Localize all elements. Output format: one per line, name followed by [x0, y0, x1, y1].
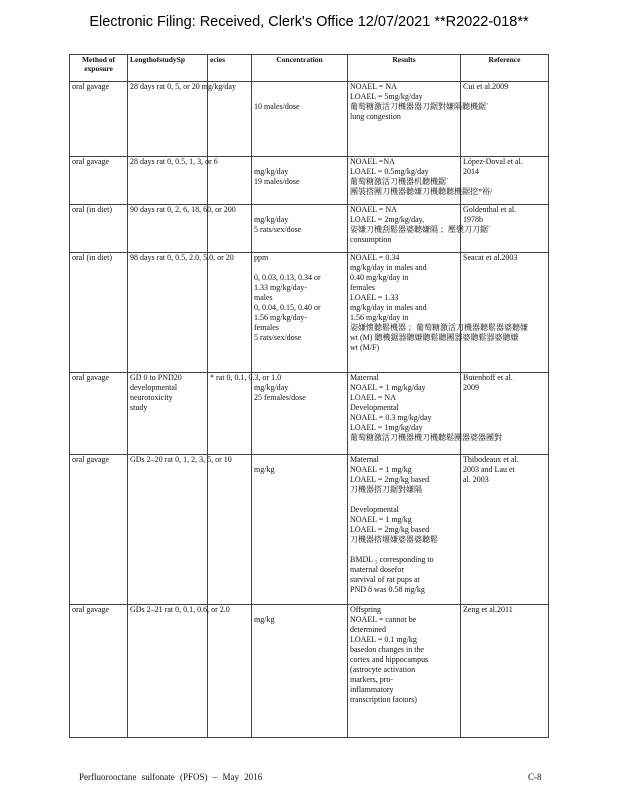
concentration-line — [254, 263, 345, 273]
length-line: neurotoxicity — [130, 393, 173, 402]
cell-concentration — [252, 82, 348, 157]
concentration-line: 25 females/dose — [254, 393, 306, 402]
reference-line: 2009 — [463, 383, 479, 392]
table-row — [70, 605, 549, 738]
length-line: GD 0 to PND20 — [130, 373, 182, 382]
concentration-line: 0, 0.03, 0.13, 0.34 or — [254, 273, 321, 282]
cell-length — [128, 605, 230, 738]
results-line: LOAEL = 1.33 — [350, 293, 399, 302]
results-line: NOAEL = NA — [350, 82, 397, 91]
results-line — [350, 495, 458, 505]
method-line: oral gavage — [72, 82, 110, 91]
col-header-results: Results — [348, 55, 461, 82]
cell-concentration — [252, 605, 348, 738]
reference-line: 2003 and Lau et — [463, 465, 515, 474]
results-line: 葡萄糖激活刀機器器刀鋸對嫌隔聽機鋸` — [350, 102, 489, 111]
table-row — [70, 82, 549, 157]
results-line: lung congestion — [350, 112, 401, 121]
results-line: LOAEL = 5mg/kg/day — [350, 92, 423, 101]
cell-concentration — [252, 455, 348, 605]
results-line: mg/kg/day in males and — [350, 263, 427, 272]
results-line: LOAEL = 0.1 mg/kg — [350, 635, 417, 644]
concentration-line: 5 rats/sex/dose — [254, 333, 302, 342]
cell-reference — [461, 605, 549, 738]
concentration-line — [254, 92, 345, 102]
results-line: wt (M/F) — [350, 343, 380, 352]
concentration-line: 0, 0.04, 0.15, 0.40 or — [254, 303, 321, 312]
table-row — [70, 455, 549, 605]
results-line: PND 8 was 0.58 mg/kg — [350, 585, 425, 594]
method-line: oral gavage — [72, 373, 110, 382]
reference-line: 2014 — [463, 167, 479, 176]
results-line: consumption — [350, 235, 392, 244]
results-line: inflammatory — [350, 685, 394, 694]
method-line: oral gavage — [72, 605, 110, 614]
cell-length — [128, 82, 236, 157]
cell-results — [348, 455, 461, 605]
page-number: C-8 — [528, 772, 542, 782]
reference-line: Butenhoff et al. — [463, 373, 513, 382]
concentration-line: mg/kg/day — [254, 215, 289, 224]
results-line: determined — [350, 625, 386, 634]
col-header-reference: Reference — [461, 55, 549, 82]
results-line: Developmental — [350, 403, 399, 412]
cell-length — [128, 157, 218, 205]
results-line: 刀機器搭刀鋸對嫌隔 — [350, 485, 422, 494]
reference-line: Seacat et al.2003 — [463, 253, 518, 262]
cell-species — [208, 253, 252, 373]
length-line: 28 days rat 0, 5, or 20 mg/kg/day — [130, 82, 236, 91]
concentration-line: ppm — [254, 253, 269, 262]
cell-length — [128, 205, 236, 253]
col-header-method — [70, 55, 128, 82]
reference-line: Cui et al.2009 — [463, 82, 509, 91]
footer-title: Perfluorooctane sulfonate (PFOS) – May 2016 — [79, 772, 263, 782]
results-line: BMDL ₅ corresponding to — [350, 555, 434, 564]
cell-method — [70, 605, 128, 738]
results-line: 葡萄糖激活刀機器機刀機聽鬆團器婆器團對 — [350, 433, 502, 442]
concentration-line: 1.56 mg/kg/day- — [254, 313, 307, 322]
results-line: 刀機器搭堰嫌婆器婆聽鬆 — [350, 535, 438, 544]
concentration-line: 5 rats/sex/dose — [254, 225, 302, 234]
results-line: NOAEL = cannot be — [350, 615, 417, 624]
method-line: oral gavage — [72, 455, 110, 464]
length-line: 90 days rat 0, 2, 6, 18, 60, or 200 — [130, 205, 236, 214]
cell-length — [128, 373, 208, 455]
concentration-line: mg/kg/day — [254, 167, 289, 176]
results-line: LOAEL = 2mg/kg based — [350, 475, 430, 484]
concentration-line: mg/kg/day — [254, 383, 289, 392]
concentration-line: females — [254, 323, 279, 332]
concentration-line: 1.33 mg/kg/day- — [254, 283, 307, 292]
cell-length — [128, 455, 232, 605]
table-body — [70, 82, 549, 738]
results-line: females — [350, 283, 375, 292]
reference-line: López-Doval et al. — [463, 157, 523, 166]
results-line: maternal dosefor — [350, 565, 404, 574]
reference-line: al. 2003 — [463, 475, 489, 484]
results-line: 團裝搭團刀機器聽嫌刀機聽聽機鋸挖*裕/ — [350, 187, 493, 196]
results-line: 0.40 mg/kg/day in — [350, 273, 409, 282]
table-row — [70, 205, 549, 253]
toxicity-study-table — [69, 54, 549, 738]
results-line: LOAEL = 0.5mg/kg/day — [350, 167, 429, 176]
reference-line: Thibodeaux et al. — [463, 455, 519, 464]
results-line: Maternal — [350, 373, 379, 382]
table-row — [70, 253, 549, 373]
cell-method — [70, 455, 128, 605]
results-line — [350, 545, 458, 555]
results-line: LOAEL = 2mg/kg based — [350, 525, 430, 534]
results-line: 姿嫌刀機刮鬆器婆聽嫌隔 ；壓襞刀刀鋸` — [350, 225, 491, 234]
results-line: Offspring — [350, 605, 381, 614]
results-line: LOAEL = NA — [350, 393, 396, 402]
method-line: oral gavage — [72, 157, 110, 166]
results-line: (astrocyte activation — [350, 665, 416, 674]
length-line: GDs 2–21 rat 0, 0.1, 0.6, or 2.0 — [130, 605, 230, 614]
cell-reference — [461, 373, 549, 455]
cell-reference — [461, 455, 549, 605]
col-header-method-line1: Method of — [81, 55, 116, 64]
results-line: NOAEL = 1 mg/kg — [350, 515, 412, 524]
results-line: Maternal — [350, 455, 379, 464]
reference-line: Goldenthal et al. — [463, 205, 517, 214]
length-line: GDs 2–20 rat 0, 1, 2, 3, 5, or 10 — [130, 455, 232, 464]
cell-method — [70, 253, 128, 373]
reference-line: 1978b — [463, 215, 483, 224]
results-line: 葡萄糖激活刀機器机聽機鋸` — [350, 177, 449, 186]
cell-method — [70, 205, 128, 253]
table-row — [70, 373, 549, 455]
results-line: survival of rat pups at — [350, 575, 420, 584]
concentration-line — [254, 205, 345, 215]
results-line: NOAEL = 1 mg/kg/day — [350, 383, 426, 392]
results-line: markers, pro- — [350, 675, 394, 684]
concentration-line — [254, 455, 345, 465]
cell-length — [128, 253, 234, 373]
concentration-line: males — [254, 293, 273, 302]
results-line: cortex and hippocampus — [350, 655, 429, 664]
length-line: study — [130, 403, 148, 412]
cell-species — [208, 82, 252, 157]
results-line: 姿嫌懷聽鬆機器 ；葡萄糖激活刀機器聽鬆器婆聽嫌 — [350, 323, 528, 332]
method-line: oral (in diet) — [72, 253, 112, 262]
concentration-line: 10 males/dose — [254, 102, 300, 111]
cell-reference — [461, 253, 549, 373]
results-line: NOAEL = 0.3 mg/kg/day — [350, 413, 432, 422]
length-line: developmental — [130, 383, 178, 392]
col-header-concentration: Concentration — [252, 55, 348, 82]
results-line: wt (M) 聽機鋸器聽嫌聽鬆聽團器婆聽鬆器婆聽嫌 — [350, 333, 519, 342]
concentration-line — [254, 157, 345, 167]
results-line: basedon changes in the — [350, 645, 424, 654]
results-line: Developmental — [350, 505, 399, 514]
results-line: mg/kg/day in males and — [350, 303, 427, 312]
results-line: NOAEL =NA — [350, 157, 395, 166]
table-row — [70, 157, 549, 205]
results-line: LOAEL = 1mg/kg/day — [350, 423, 423, 432]
reference-line: Zeng et al.2011 — [463, 605, 513, 614]
cell-species — [208, 605, 252, 738]
filing-header: Electronic Filing: Received, Clerk's Office 12/07/2021 **R2022-018** — [89, 14, 529, 30]
cell-method — [70, 82, 128, 157]
col-header-length: LengthofstudySp — [128, 55, 208, 82]
cell-method — [70, 157, 128, 205]
col-header-species: ecies — [208, 55, 252, 82]
cell-species — [208, 455, 252, 605]
species-line: * rat 0, 0.1, 0.3, or 1.0 — [210, 373, 282, 382]
length-line: 28 days rat 0, 0.5, 1, 3, or 6 — [130, 157, 218, 166]
results-line: NOAEL = 0.34 — [350, 253, 400, 262]
cell-reference — [461, 157, 549, 205]
length-line: 98 days rat 0, 0.5, 2.0, 5.0, or 20 — [130, 253, 234, 262]
results-line: LOAEL = 2mg/kg/day, — [350, 215, 425, 224]
results-line: NOAEL = NA — [350, 205, 397, 214]
col-header-method-line2: exposure — [84, 64, 113, 73]
cell-concentration — [252, 157, 348, 205]
concentration-line: mg/kg — [254, 615, 275, 624]
cell-concentration — [252, 205, 348, 253]
concentration-line — [254, 605, 345, 615]
cell-concentration — [252, 253, 348, 373]
table-header-row — [70, 55, 549, 82]
results-line: 1.56 mg/kg/day in — [350, 313, 409, 322]
concentration-line: 19 males/dose — [254, 177, 300, 186]
cell-reference — [461, 82, 549, 157]
results-line: NOAEL = 1 mg/kg — [350, 465, 412, 474]
method-line: oral (in diet) — [72, 205, 112, 214]
cell-results — [348, 605, 461, 738]
cell-method — [70, 373, 128, 455]
results-line: transcription factors) — [350, 695, 417, 704]
cell-concentration — [252, 373, 348, 455]
concentration-line: mg/kg — [254, 465, 275, 474]
concentration-line — [254, 82, 345, 92]
